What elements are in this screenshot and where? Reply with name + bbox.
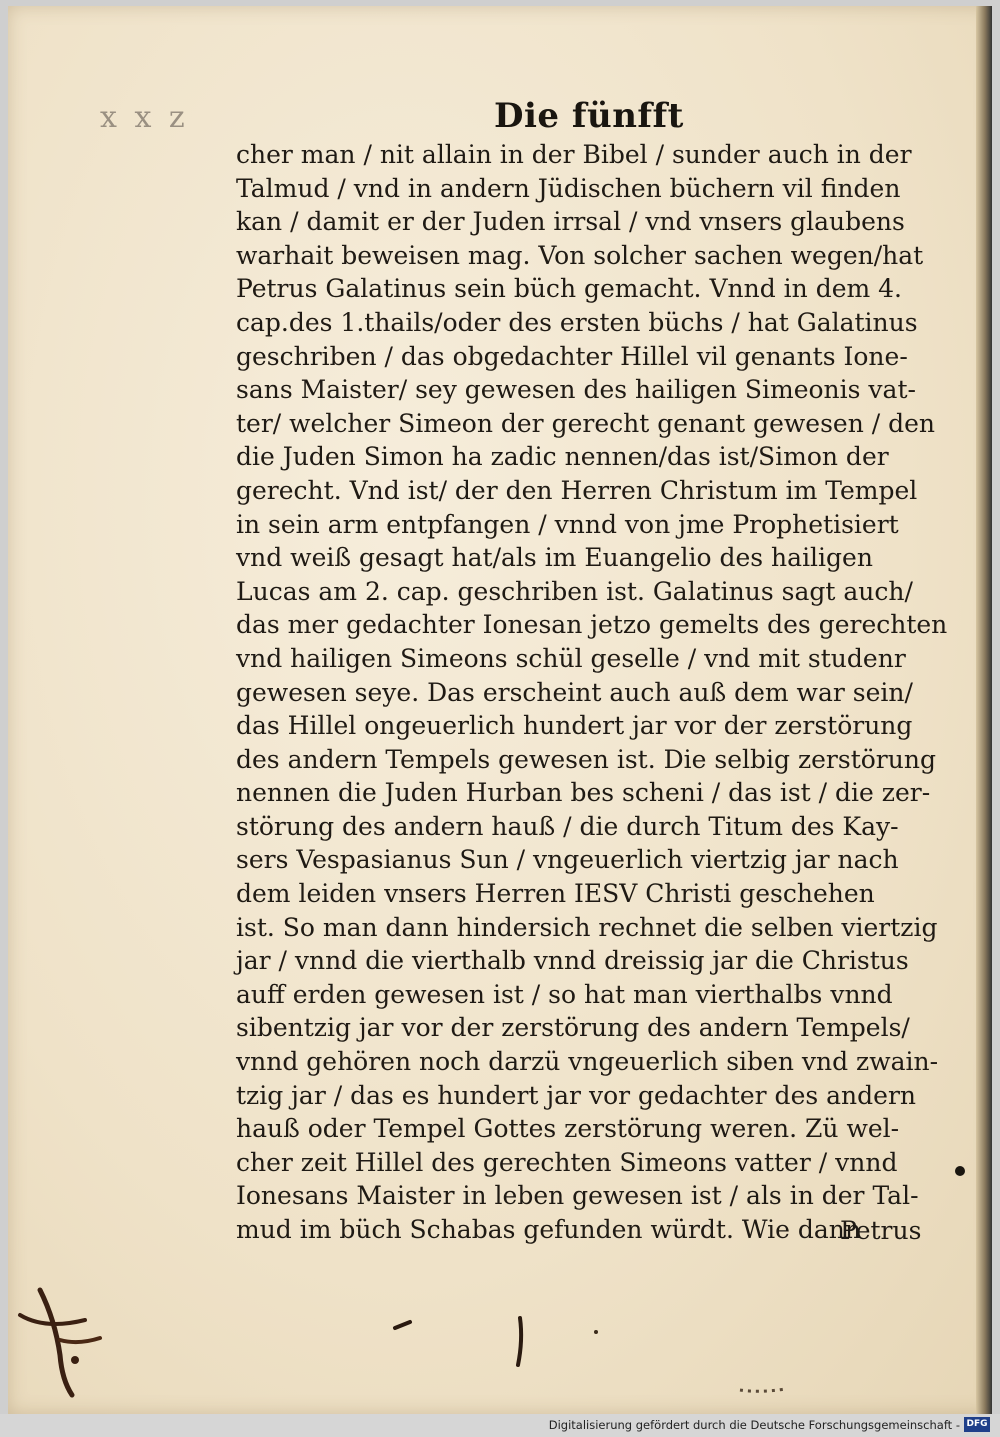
text-line: vnd weiß gesagt hat/als im Euangelio des hailigen — [236, 543, 873, 573]
margin-dot — [955, 1166, 965, 1176]
text-line: vnd hailigen Simeons schül geselle / vnd mit studenr — [236, 643, 906, 673]
text-line: Talmud / vnd in andern Jüdischen büchern vil finden — [236, 173, 901, 203]
text-line: sans Maister/ sey gewesen des hailigen Simeonis vat- — [236, 375, 916, 405]
footer-credit: Digitalisierung gefördert durch die Deutsche Forschungsgemeinschaft - — [548, 1418, 960, 1432]
text-line: Ionesans Maister in leben gewesen ist / als in der Tal- — [236, 1181, 919, 1211]
text-line: gerecht. Vnd ist/ der den Herren Christum im Tempel — [236, 475, 918, 505]
text-line: ter/ welcher Simeon der gerecht genant gewesen / den — [236, 408, 936, 438]
text-line: störung des andern hauß / die durch Titum des Kay- — [236, 811, 899, 841]
text-line: cap.des 1.thails/oder des ersten büchs / hat Galatinus — [236, 307, 918, 337]
text-line: jar / vnnd die vierthalb vnnd dreissig jar die Christus — [236, 946, 909, 976]
margin-mark: x x z — [100, 100, 189, 135]
text-line: Lucas am 2. cap. geschriben ist. Galatinus sagt auch/ — [236, 576, 913, 606]
page-gutter-shadow — [976, 6, 992, 1414]
text-line: cher man / nit allain in der Bibel / sunder auch in der — [236, 140, 912, 169]
text-line: ist. So man dann hindersich rechnet die selben viertzig — [236, 912, 938, 942]
text-line: dem leiden vnsers Herren IESV Christi geschehen — [236, 879, 875, 909]
text-line: sibentzig jar vor der zerstörung des andern Tempels/ — [236, 1013, 910, 1043]
text-line: kan / damit er der Juden irrsal / vnd vnsers glaubens — [236, 207, 905, 237]
text-line: warhait beweisen mag. Von solcher sachen wegen/hat — [236, 240, 924, 270]
text-line: Petrus Galatinus sein büch gemacht. Vnnd in dem 4. — [236, 274, 902, 304]
text-line: sers Vespasianus Sun / vngeuerlich viertzig jar nach — [236, 845, 899, 875]
text-line: gewesen seye. Das erscheint auch auß dem war sein/ — [236, 677, 913, 707]
text-line: die Juden Simon ha zadic nennen/das ist/Simon der — [236, 442, 889, 472]
text-line: nennen die Juden Hurban bes scheni / das ist / die zer- — [236, 778, 931, 808]
catchword: Petrus — [840, 1216, 922, 1245]
body-text — [236, 138, 948, 1247]
text-line: das mer gedachter Ionesan jetzo gemelts des gerechten — [236, 610, 948, 640]
text-line: geschriben / das obgedachter Hillel vil genants Ione- — [236, 341, 908, 371]
text-line: vnnd gehören noch darzü vngeuerlich siben vnd zwain- — [236, 1047, 939, 1077]
text-line: cher zeit Hillel des gerechten Simeons vatter / vnnd — [236, 1147, 898, 1177]
text-line: des andern Tempels gewesen ist. Die selbig zerstörung — [236, 744, 936, 774]
text-line: in sein arm entpfangen / vnnd von jme Prophetisiert — [236, 509, 899, 539]
text-line: das Hillel ongeuerlich hundert jar vor der zerstörung — [236, 711, 913, 741]
text-line: tzig jar / das es hundert jar vor gedachter des andern — [236, 1080, 916, 1110]
page-header-title: Die fünfft — [494, 96, 684, 136]
ink-stain-marks — [0, 1260, 980, 1410]
text-line: mud im büch Schabas gefunden würdt. Wie dann — [236, 1215, 861, 1244]
text-line: auff erden gewesen ist / so hat man vierthalbs vnnd — [236, 979, 893, 1009]
text-line: hauß oder Tempel Gottes zerstörung weren. Zü wel- — [236, 1114, 900, 1144]
dfg-logo: DFG — [964, 1417, 990, 1432]
